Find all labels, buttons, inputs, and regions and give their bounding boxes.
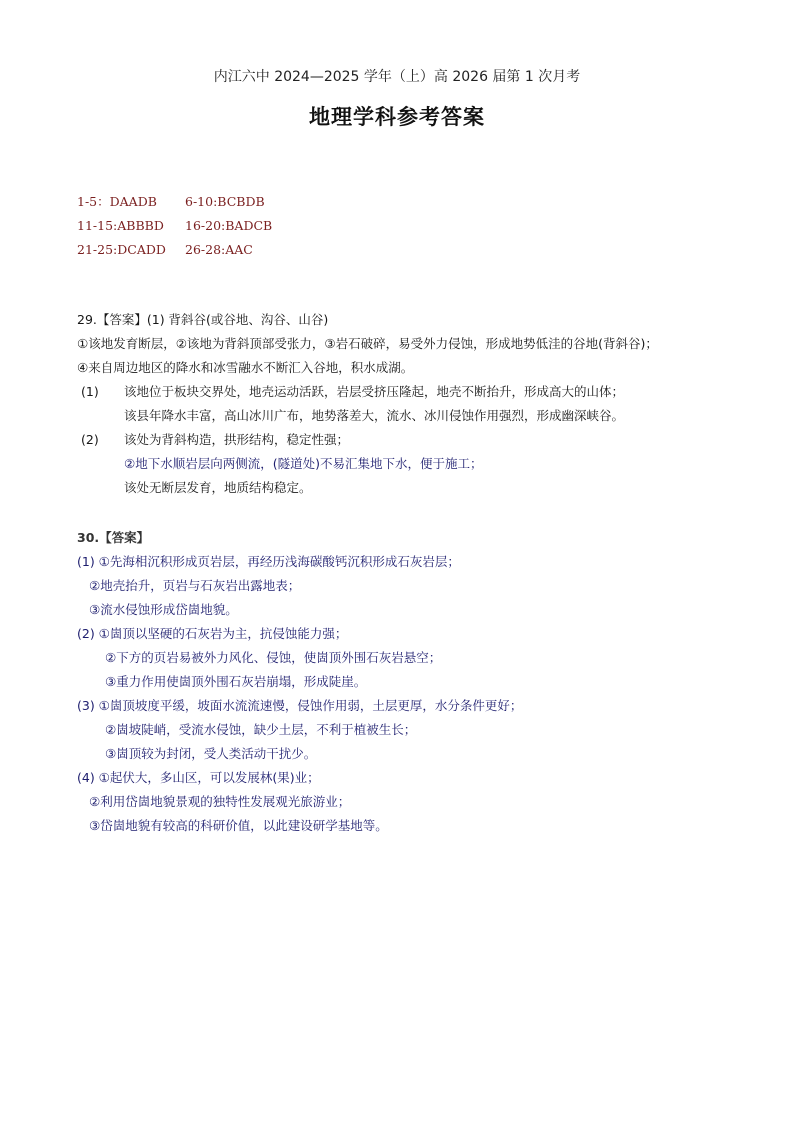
question-heading: 29.【答案】(1) 背斜谷(或谷地、沟谷、山谷) xyxy=(77,312,329,327)
mc-answer: 6-10:BCBDB xyxy=(185,194,265,209)
answer-line: (1) ①先海相沉积形成页岩层，再经历浅海碳酸钙沉积形成石灰岩层； xyxy=(77,554,460,569)
page-title: 地理学科参考答案 xyxy=(309,105,485,129)
multiple-choice-answers xyxy=(77,190,272,262)
part-label: (1) xyxy=(81,384,99,399)
mc-answer: 26-28:AAC xyxy=(185,242,253,257)
answer-line: (4) ①起伏大，多山区，可以发展林(果)业； xyxy=(77,770,320,785)
mc-row xyxy=(77,214,272,238)
exam-subtitle: 内江六中 2024—2025 学年（上）高 2026 届第 1 次月考 xyxy=(213,69,581,85)
answer-line: ③崮顶较为封闭，受人类活动干扰少。 xyxy=(105,746,317,761)
question-29-answer xyxy=(77,308,658,500)
part-label: (2) xyxy=(81,432,99,447)
answer-line xyxy=(77,428,658,452)
answer-line: ②下方的页岩易被外力风化、侵蚀，使崮顶外围石灰岩悬空； xyxy=(105,650,442,665)
question-heading: 30.【答案】 xyxy=(77,530,150,545)
mc-answer: 1-5：DAADB xyxy=(77,194,157,209)
answer-line: ②地下水顺岩层向两侧流，(隧道处)不易汇集地下水，便于施工； xyxy=(124,456,483,471)
mc-answer: 21-25:DCADD xyxy=(77,242,166,257)
answer-line: ②利用岱崮地貌景观的独特性发展观光旅游业； xyxy=(89,794,351,809)
answer-line: ②地壳抬升，页岩与石灰岩出露地表； xyxy=(89,578,301,593)
mc-answer: 11-15:ABBBD xyxy=(77,218,164,233)
answer-line: ①该地发育断层，②该地为背斜顶部受张力，③岩石破碎，易受外力侵蚀，形成地势低洼的谷地(背斜谷)； xyxy=(77,336,658,351)
answer-line: (3) ①崮顶坡度平缓，坡面水流流速慢，侵蚀作用弱，土层更厚，水分条件更好； xyxy=(77,698,523,713)
answer-line: ③重力作用使崮顶外围石灰岩崩塌，形成陡崖。 xyxy=(105,674,367,689)
answer-line: ②崮坡陡峭，受流水侵蚀，缺少土层，不利于植被生长； xyxy=(105,722,417,737)
answer-line: 该处无断层发育，地质结构稳定。 xyxy=(124,480,312,495)
question-30-answer xyxy=(77,526,522,838)
answer-line: ③岱崮地貌有较高的科研价值，以此建设研学基地等。 xyxy=(89,818,388,833)
answer-text: 该处为背斜构造，拱形结构，稳定性强； xyxy=(124,432,350,447)
answer-line: ④来自周边地区的降水和冰雪融水不断汇入谷地，积水成湖。 xyxy=(77,360,414,375)
answer-text: 该地位于板块交界处，地壳运动活跃，岩层受挤压隆起，地壳不断抬升，形成高大的山体； xyxy=(124,384,625,399)
mc-row xyxy=(77,190,272,214)
answer-line: ③流水侵蚀形成岱崮地貌。 xyxy=(89,602,238,617)
answer-line: (2) ①崮顶以坚硬的石灰岩为主，抗侵蚀能力强； xyxy=(77,626,348,641)
mc-row xyxy=(77,238,272,262)
answer-line xyxy=(77,380,658,404)
answer-line: 该县年降水丰富，高山冰川广布，地势落差大，流水、冰川侵蚀作用强烈，形成幽深峡谷。 xyxy=(124,408,625,423)
mc-answer: 16-20:BADCB xyxy=(185,218,273,233)
